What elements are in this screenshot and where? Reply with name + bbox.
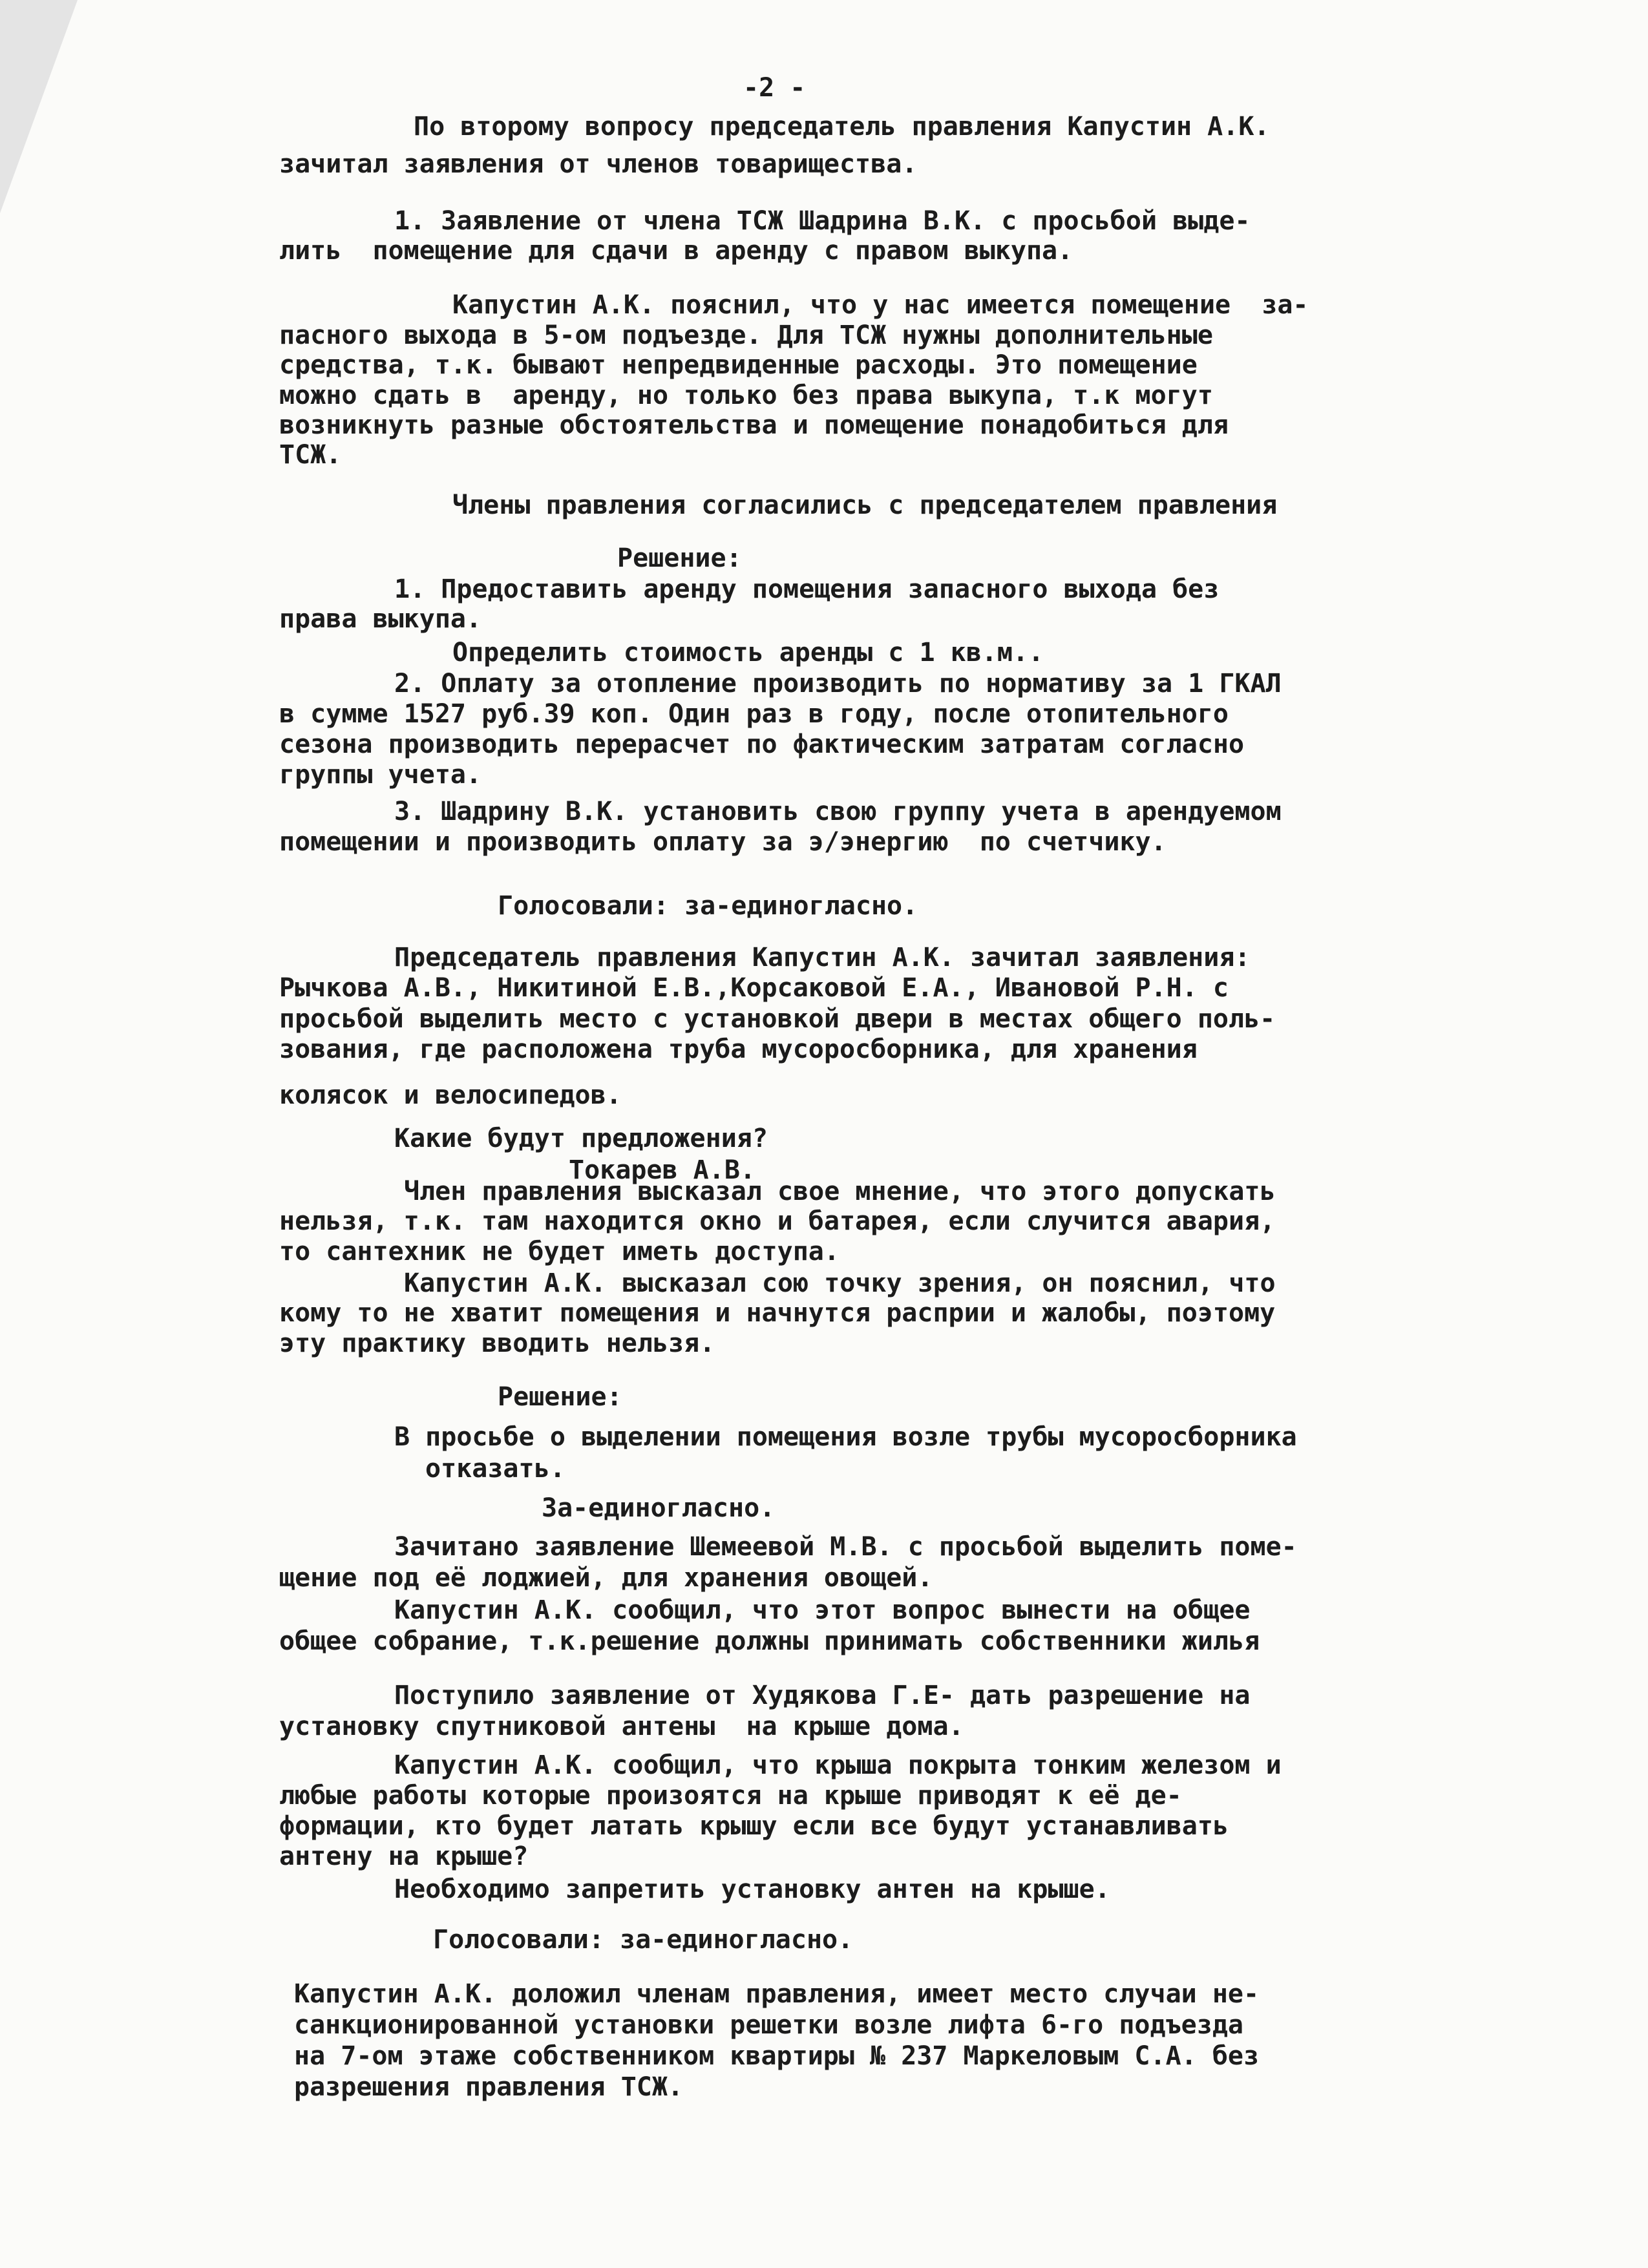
text-line: Определить стоимость аренды с 1 кв.м..	[452, 638, 1044, 667]
text-line: пасного выхода в 5-ом подъезде. Для ТСЖ нужны дополнительные	[279, 320, 1213, 350]
text-line: Капустин А.К. высказал сою точку зрения, он пояснил, что	[404, 1268, 1276, 1298]
text-line: Капустин А.К. доложил членам правления, имеет место случаи не-	[294, 1979, 1260, 2009]
text-line: можно сдать в аренду, но только без права выкупа, т.к могут	[279, 381, 1213, 410]
text-line: Член правления высказал свое мнение, что этого допускать	[404, 1177, 1276, 1206]
text-line: 1. Заявление от члена ТСЖ Шадрина В.К. с просьбой выде-	[394, 206, 1251, 236]
text-line: сезона производить перерасчет по фактическим затратам согласно	[279, 730, 1245, 759]
text-line: эту практику вводить нельзя.	[279, 1328, 715, 1358]
text-line: Токарев А.В.	[569, 1155, 755, 1185]
text-line: Какие будут предложения?	[394, 1124, 768, 1153]
folded-corner	[0, 0, 78, 213]
text-line: Капустин А.К. сообщил, что этот вопрос вынести на общее	[394, 1595, 1251, 1625]
text-line: любые работы которые произоятся на крыше приводят к её де-	[279, 1781, 1182, 1811]
text-line: формации, кто будет латать крышу если все будут устанавливать	[279, 1811, 1229, 1841]
text-line: Необходимо запретить установку антен на крыше.	[394, 1874, 1110, 1904]
text-line: щение под её лоджией, для хранения овощей.	[279, 1563, 933, 1593]
text-line: отказать.	[425, 1454, 565, 1484]
vote-result: Голосовали: за-единогласно.	[433, 1925, 854, 1955]
text-line: группы учета.	[279, 760, 482, 790]
text-line: Председатель правления Капустин А.К. зачитал заявления:	[394, 943, 1251, 972]
text-line: то сантехник не будет иметь доступа.	[279, 1237, 840, 1266]
text-line: 2. Оплату за отопление производить по нормативу за 1 ГКАЛ	[394, 669, 1282, 698]
text-line: Зачитано заявление Шемеевой М.В. с просьбой выделить поме-	[394, 1532, 1297, 1562]
text-line: кому то не хватит помещения и начнутся расприи и жалобы, поэтому	[279, 1298, 1276, 1328]
text-line: на 7-ом этаже собственником квартиры № 237 Маркеловым С.А. без	[294, 2041, 1260, 2071]
text-line: просьбой выделить место с установкой двери в местах общего поль-	[279, 1004, 1276, 1034]
text-line: лить помещение для сдачи в аренду с правом выкупа.	[279, 236, 1073, 266]
text-line: колясок и велосипедов.	[279, 1080, 622, 1110]
text-line: Поступило заявление от Худякова Г.Е- дать разрешение на	[394, 1681, 1251, 1710]
text-line: Рычкова А.В., Никитиной Е.В.,Корсаковой Е.А., Ивановой Р.Н. с	[279, 973, 1229, 1003]
vote-result: Голосовали: за-единогласно.	[498, 891, 918, 921]
text-line: зачитал заявления от членов товарищества.	[279, 149, 918, 179]
text-line: права выкупа.	[279, 604, 482, 634]
text-line: помещении и производить оплату за э/энергию по счетчику.	[279, 827, 1167, 857]
text-line: разрешения правления ТСЖ.	[294, 2072, 684, 2102]
heading-decision: Решение:	[617, 543, 742, 573]
text-line: антену на крыше?	[279, 1842, 529, 1871]
text-line: возникнуть разные обстоятельства и помещение понадобиться для	[279, 410, 1229, 440]
text-line: Члены правления согласились с председателем правления	[452, 490, 1278, 520]
vote-result: За-единогласно.	[542, 1493, 776, 1523]
text-line: 1. Предоставить аренду помещения запасного выхода без	[394, 574, 1220, 604]
text-line: общее собрание, т.к.решение должны принимать собственники жилья	[279, 1626, 1260, 1656]
text-line: В просьбе о выделении помещения возле трубы мусоросборника	[394, 1422, 1297, 1452]
text-line: Капустин А.К. пояснил, что у нас имеется помещение за-	[452, 290, 1309, 320]
text-line: По второму вопросу председатель правления Капустин А.К.	[414, 112, 1270, 142]
text-line: в сумме 1527 руб.39 коп. Один раз в году, после отопительного	[279, 699, 1229, 729]
heading-decision: Решение:	[498, 1382, 622, 1412]
text-line: установку спутниковой антены на крыше дома.	[279, 1712, 964, 1741]
page-number: -2 -	[743, 73, 806, 103]
text-line: 3. Шадрину В.К. установить свою группу учета в арендуемом	[394, 797, 1282, 826]
text-line: зования, где расположена труба мусоросборника, для хранения	[279, 1034, 1198, 1064]
text-line: средства, т.к. бывают непредвиденные расходы. Это помещение	[279, 350, 1198, 380]
text-line: Капустин А.К. сообщил, что крыша покрыта тонким железом и	[394, 1750, 1282, 1780]
text-line: ТСЖ.	[279, 440, 342, 470]
text-line: санкционированной установки решетки возле лифта 6-го подъезда	[294, 2010, 1244, 2040]
text-line: нельзя, т.к. там находится окно и батарея, если случится авария,	[279, 1206, 1276, 1236]
